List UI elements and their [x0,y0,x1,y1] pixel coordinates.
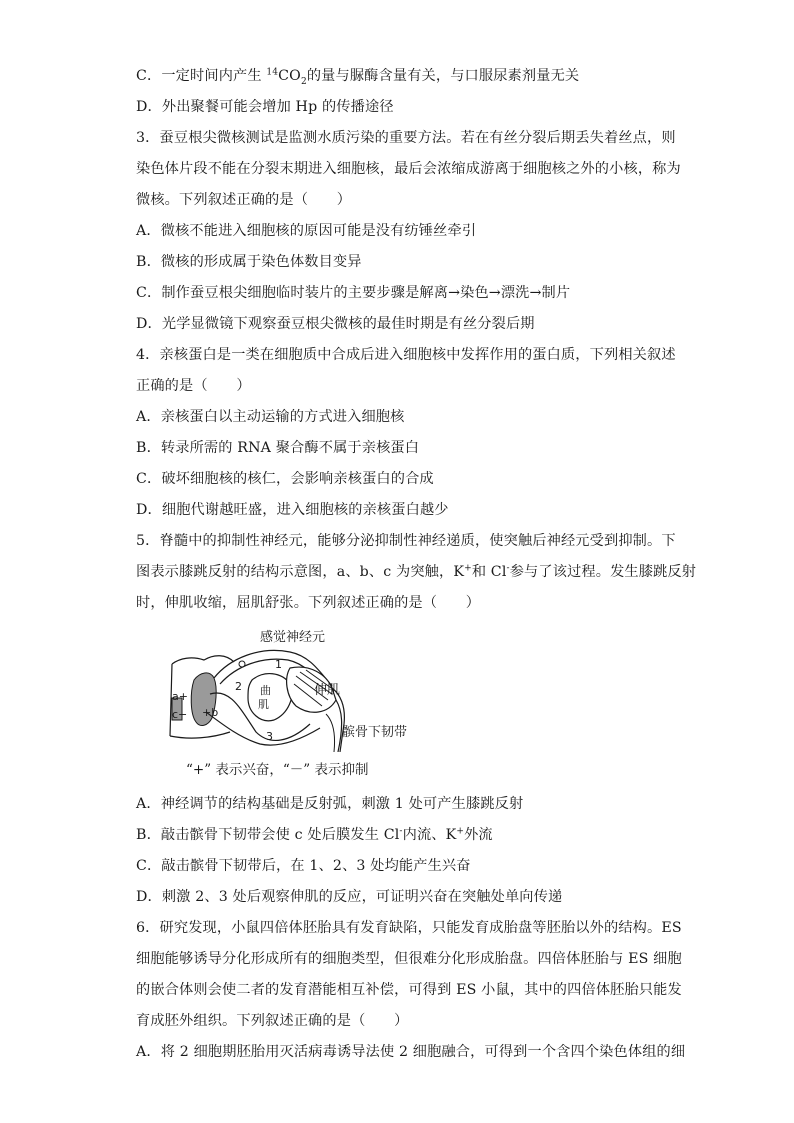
option-a-q4: A．亲核蛋白以主动运输的方式进入细胞核 [136,409,405,425]
label-synapse-a: a+ [172,690,188,703]
spinal-cord-bottom [170,732,230,738]
option-a-q6: A．将 2 细胞期胚胎用灭活病毒诱导法使 2 细胞融合，可得到一个含四个染色体组的细 [136,1044,686,1060]
option-a-q5: A．神经调节的结构基础是反射弧，刺激 1 处可产生膝跳反射 [136,796,524,812]
question-4-stem-1: 4．亲核蛋白是一类在细胞质中合成后进入细胞核中发挥作用的蛋白质，下列相关叙述 [136,347,676,363]
question-4-stem-2: 正确的是（ ） [136,378,251,394]
label-qu: 曲 [260,684,271,697]
question-5-stem-1: 5．脊髓中的抑制性神经元，能够分泌抑制性神经递质，使突触后神经元受到抑制。下 [136,533,676,549]
question-3-stem-2: 染色体片段不能在分裂末期进入细胞核，最后会浓缩成游离于细胞核之外的小核，称为 [136,161,681,177]
sensory-ganglion [239,661,245,667]
label-ji: 肌 [258,698,269,711]
option-c-q5: C．敲击髌骨下韧带后，在 1、2、3 处均能产生兴奋 [136,858,471,874]
option-c-q2: C．一定时间内产生 $^{14}CO_2$的量与脲酶含量有关，与口服尿素剂量无关 [136,67,580,87]
option-b-q3: B．微核的形成属于染色体数目变异 [136,254,362,270]
label-3: 3 [266,730,273,743]
label-ligament: 髌骨下韧带 [342,725,408,740]
question-6-stem-3: 的嵌合体则会使二者的发育潜能相互补偿，可得到 ES 小鼠，其中的四倍体胚胎只能发 [136,982,682,998]
label-extensor: 伸肌 [314,683,341,698]
reflex-diagram-svg [160,628,430,752]
option-d-q3: D．光学显微镜下观察蚕豆根尖微核的最佳时期是有丝分裂后期 [136,316,535,332]
question-5-stem-2: 图表示膝跳反射的结构示意图，a、b、c 为突触，K+和 Cl-参与了该过程。发生膝跳反射 [136,563,697,580]
label-2: 2 [235,680,242,693]
knee-jerk-reflex-diagram [160,628,430,752]
option-d-q2: D．外出聚餐可能会增加 Hp 的传播途径 [136,99,394,115]
question-3-stem-1: 3．蚕豆根尖微核测试是监测水质污染的重要方法。若在有丝分裂后期丢失着丝点，则 [136,130,676,146]
label-sensory-neuron: 感觉神经元 [260,630,326,645]
figure-caption: “+” 表示兴奋，“－” 表示抑制 [186,762,369,778]
question-5-stem-3: 时，伸肌收缩，屈肌舒张。下列叙述正确的是（ ） [136,595,481,611]
question-6-stem-4: 育成胚外组织。下列叙述正确的是（ ） [136,1013,409,1029]
leg-outline [326,714,335,752]
option-a-q3: A．微核不能进入细胞核的原因可能是没有纺锤丝牵引 [136,223,477,239]
flexor-muscle [248,674,292,721]
option-c-q4: C．破坏细胞核的核仁，会影响亲核蛋白的合成 [136,471,434,487]
question-6-stem-2: 细胞能够诱导分化形成所有的细胞类型，但很难分化形成胎盘。四倍体胚胎与 ES 细胞 [136,951,682,967]
option-b-q5: B．敲击髌骨下韧带会使 c 处后膜发生 Cl-内流、K+外流 [136,826,493,843]
option-d-q4: D．细胞代谢越旺盛，进入细胞核的亲核蛋白越少 [136,502,449,518]
option-c-q3: C．制作蚕豆根尖细胞临时装片的主要步骤是解离→染色→漂洗→制片 [136,285,571,301]
label-synapse-b: +b [202,706,219,719]
question-3-stem-3: 微核。下列叙述正确的是（ ） [136,192,352,208]
label-1: 1 [275,658,282,671]
question-6-stem-1: 6．研究发现，小鼠四倍体胚胎具有发育缺陷，只能发育成胎盘等胚胎以外的结构。ES [136,920,682,936]
option-d-q5: D．刺激 2、3 处后观察伸肌的反应，可证明兴奋在突触处单向传递 [136,889,563,905]
label-synapse-c: c− [172,708,188,721]
option-b-q4: B．转录所需的 RNA 聚合酶不属于亲核蛋白 [136,440,420,456]
